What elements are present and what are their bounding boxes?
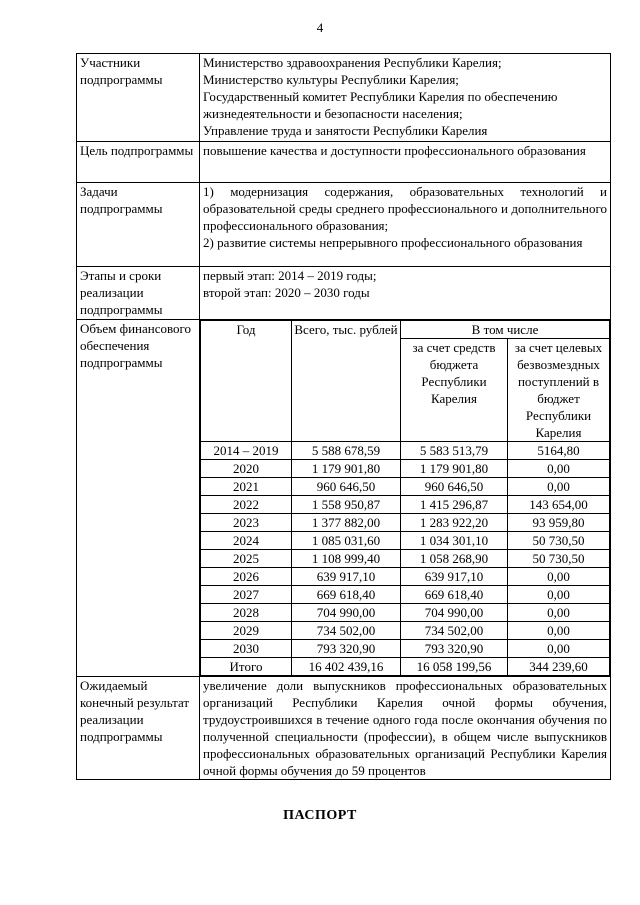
- participant-line: Государственный комитет Республики Карелия по обеспечению жизнедеятельности и безопасности населения;: [203, 89, 558, 121]
- subprogram-passport-table: [76, 53, 611, 780]
- finance-label: Объем финансового обеспечения подпрограммы: [77, 320, 200, 677]
- participants-label: Участники подпрограммы: [77, 54, 200, 142]
- page-number: 4: [316, 20, 324, 35]
- budget-cell: 704 990,00: [401, 604, 508, 622]
- header-gratuitous: за счет целевых безвозмездных поступлений в бюджет Республики Карелия: [508, 339, 610, 442]
- gratuitous-cell: 0,00: [508, 568, 610, 586]
- total-cell: 639 917,10: [292, 568, 401, 586]
- budget-cell: 669 618,40: [401, 586, 508, 604]
- total-cell: 1 558 950,87: [292, 496, 401, 514]
- total-cell: 16 402 439,16: [292, 658, 401, 676]
- year-cell: 2030: [201, 640, 292, 658]
- result-value: увеличение доли выпускников профессиональных образовательных организаций Республики Карелия очной формы обучения, трудоустроившихся в течение одного года после окончания обучения по полученной специальности (профессии), в общем числе выпускников профессиональных образовательных организаций Республики Карелия очной формы обучения до 59 процентов: [200, 677, 611, 780]
- year-cell: 2020: [201, 460, 292, 478]
- budget-cell: 1 415 296,87: [401, 496, 508, 514]
- stages-label: Этапы и сроки реализации подпрограммы: [77, 267, 200, 320]
- gratuitous-cell: 50 730,50: [508, 550, 610, 568]
- participant-line: Министерство культуры Республики Карелия;: [203, 72, 459, 87]
- budget-cell: 1 034 301,10: [401, 532, 508, 550]
- total-cell: 704 990,00: [292, 604, 401, 622]
- finance-table-row: [201, 496, 610, 514]
- tasks-row: [77, 183, 611, 267]
- finance-value: [200, 320, 611, 677]
- finance-row: [77, 320, 611, 677]
- budget-cell: 5 583 513,79: [401, 442, 508, 460]
- result-label: Ожидаемый конечный результат реализации подпрограммы: [77, 677, 200, 780]
- finance-table-row: [201, 640, 610, 658]
- total-cell: 734 502,00: [292, 622, 401, 640]
- year-cell: 2021: [201, 478, 292, 496]
- participant-line: Управление труда и занятости Республики Карелия: [203, 123, 488, 138]
- budget-cell: 1 058 268,90: [401, 550, 508, 568]
- total-cell: 669 618,40: [292, 586, 401, 604]
- goal-value: повышение качества и доступности профессионального образования: [200, 142, 611, 183]
- total-cell: 1 377 882,00: [292, 514, 401, 532]
- budget-cell: 639 917,10: [401, 568, 508, 586]
- header-year: Год: [201, 321, 292, 442]
- total-cell: 1 085 031,60: [292, 532, 401, 550]
- stage-line: второй этап: 2020 – 2030 годы: [203, 285, 370, 300]
- participants-row: [77, 54, 611, 142]
- finance-table-row: [201, 442, 610, 460]
- stages-value: [200, 267, 611, 320]
- budget-cell: 734 502,00: [401, 622, 508, 640]
- gratuitous-cell: 0,00: [508, 604, 610, 622]
- year-cell: 2027: [201, 586, 292, 604]
- gratuitous-cell: 93 959,80: [508, 514, 610, 532]
- task-item: 2) развитие системы непрерывного профессионального образования: [203, 235, 583, 250]
- finance-table-row: [201, 604, 610, 622]
- year-cell: 2024: [201, 532, 292, 550]
- budget-cell: 960 646,50: [401, 478, 508, 496]
- finance-table-row: [201, 586, 610, 604]
- year-cell: 2022: [201, 496, 292, 514]
- finance-table-row: [201, 568, 610, 586]
- result-row: [77, 677, 611, 780]
- goal-label: Цель подпрограммы: [77, 142, 200, 183]
- budget-cell: 793 320,90: [401, 640, 508, 658]
- finance-table-row: [201, 460, 610, 478]
- finance-table-row: [201, 478, 610, 496]
- total-cell: 960 646,50: [292, 478, 401, 496]
- gratuitous-cell: 0,00: [508, 460, 610, 478]
- gratuitous-cell: 0,00: [508, 622, 610, 640]
- year-cell: 2026: [201, 568, 292, 586]
- finance-table-row: [201, 550, 610, 568]
- total-cell: 793 320,90: [292, 640, 401, 658]
- tasks-label: Задачи подпрограммы: [77, 183, 200, 267]
- finance-table: [200, 320, 610, 676]
- task-item: 1) модернизация содержания, образовательных технологий и образовательной среды среднего профессионального и дополнительного профессионального образования;: [203, 184, 607, 233]
- year-cell: 2028: [201, 604, 292, 622]
- passport-heading: ПАСПОРТ: [283, 808, 357, 823]
- gratuitous-cell: 50 730,50: [508, 532, 610, 550]
- gratuitous-cell: 344 239,60: [508, 658, 610, 676]
- goal-row: [77, 142, 611, 183]
- finance-table-row: [201, 514, 610, 532]
- year-cell: 2029: [201, 622, 292, 640]
- gratuitous-cell: 143 654,00: [508, 496, 610, 514]
- year-cell: 2023: [201, 514, 292, 532]
- participant-line: Министерство здравоохранения Республики Карелия;: [203, 55, 502, 70]
- gratuitous-cell: 0,00: [508, 478, 610, 496]
- gratuitous-cell: 0,00: [508, 586, 610, 604]
- budget-cell: 1 179 901,80: [401, 460, 508, 478]
- year-cell: 2025: [201, 550, 292, 568]
- finance-table-row: [201, 622, 610, 640]
- budget-cell: 16 058 199,56: [401, 658, 508, 676]
- gratuitous-cell: 5164,80: [508, 442, 610, 460]
- header-regional-budget: за счет средств бюджета Республики Карелия: [401, 339, 508, 442]
- year-cell: Итого: [201, 658, 292, 676]
- finance-total-row: [201, 658, 610, 676]
- year-cell: 2014 – 2019: [201, 442, 292, 460]
- finance-table-row: [201, 532, 610, 550]
- total-cell: 5 588 678,59: [292, 442, 401, 460]
- participants-value: [200, 54, 611, 142]
- total-cell: 1 108 999,40: [292, 550, 401, 568]
- tasks-value: [200, 183, 611, 267]
- header-total: Всего, тыс. рублей: [292, 321, 401, 442]
- stages-row: [77, 267, 611, 320]
- budget-cell: 1 283 922,20: [401, 514, 508, 532]
- stage-line: первый этап: 2014 – 2019 годы;: [203, 268, 377, 283]
- total-cell: 1 179 901,80: [292, 460, 401, 478]
- header-including: В том числе: [401, 321, 610, 339]
- gratuitous-cell: 0,00: [508, 640, 610, 658]
